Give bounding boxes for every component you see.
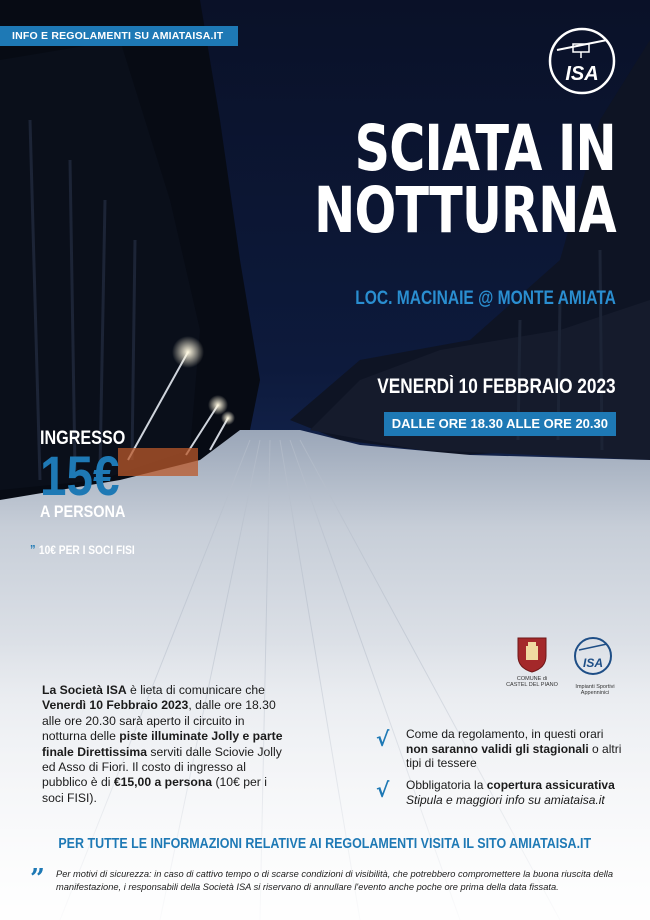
safety-disclaimer [30,864,620,894]
page-title [314,112,616,247]
title-line-2: NOTTURNA [314,174,616,247]
sponsor-crests [505,632,625,694]
quote-icon: ” [30,542,36,557]
crest-left-label: COMUNE di CASTEL DEL PIANO [506,676,558,688]
entry-price-block [40,428,140,522]
svg-text:ISA: ISA [582,656,604,670]
isa-impianti-logo-icon [573,636,613,676]
check-icon: √ [376,778,390,802]
event-date: VENERDÌ 10 FEBBRAIO 2023 [377,375,616,398]
quote-icon: ” [30,864,45,894]
website-cta: PER TUTTE LE INFORMAZIONI RELATIVE AI REGOLAMENTI VISITA IL SITO AMIATAISA.IT [58,836,592,852]
logo-text: ISA [565,63,599,85]
disclaimer-text: Per motivi di sicurezza: in caso di cattivo tempo o di scarse condizioni di visibilità, che potrebbero compromettere la buona riuscita della manifestazione, i responsabili della Società ISA si riservano di annullare l'evento anche poche ore prima della data fissata. [56,869,614,892]
check-icon: √ [376,727,390,751]
location-subtitle: LOC. MACINAIE @ MONTE AMIATA [355,288,616,309]
title-line-1: SCIATA IN [354,112,616,185]
entry-price: 15€ [40,444,120,507]
note-season-pass: √ Come da regolamento, in questi orari non saranno validi gli stagionali o altri tipi di tessere [376,727,622,770]
event-time-badge: DALLE ORE 18.30 ALLE ORE 20.30 [384,412,616,436]
member-price-line [30,542,135,557]
isa-logo-icon [547,26,617,96]
event-description: La Società ISA è lieta di comunicare che Venerdì 10 Febbraio 2023, dalle ore 18.30 alle ore 20.30 sarà aperto il circuito in notturna delle piste illuminate Jolly e parte finale Direttissima serviti dalle Sciovie Jolly ed Asso di Fiori. Il costo di ingresso al pubblico è di €15,00 a persona (10€ per i soci FISI). [42,683,283,805]
entry-label: INGRESSO [40,428,126,449]
crest-right-label: Impianti Sportivi Appenninici [575,684,615,696]
note-insurance: √ Obbligatoria la copertura assicurativa Stipula e maggiori info su amiataisa.it [376,778,615,807]
info-banner: INFO E REGOLAMENTI SU AMIATAISA.IT [0,26,238,46]
member-price: 10€ PER I SOCI FISI [38,543,135,557]
comune-castel-del-piano-crest-icon [515,634,549,674]
entry-per-person: A PERSONA [40,502,126,521]
